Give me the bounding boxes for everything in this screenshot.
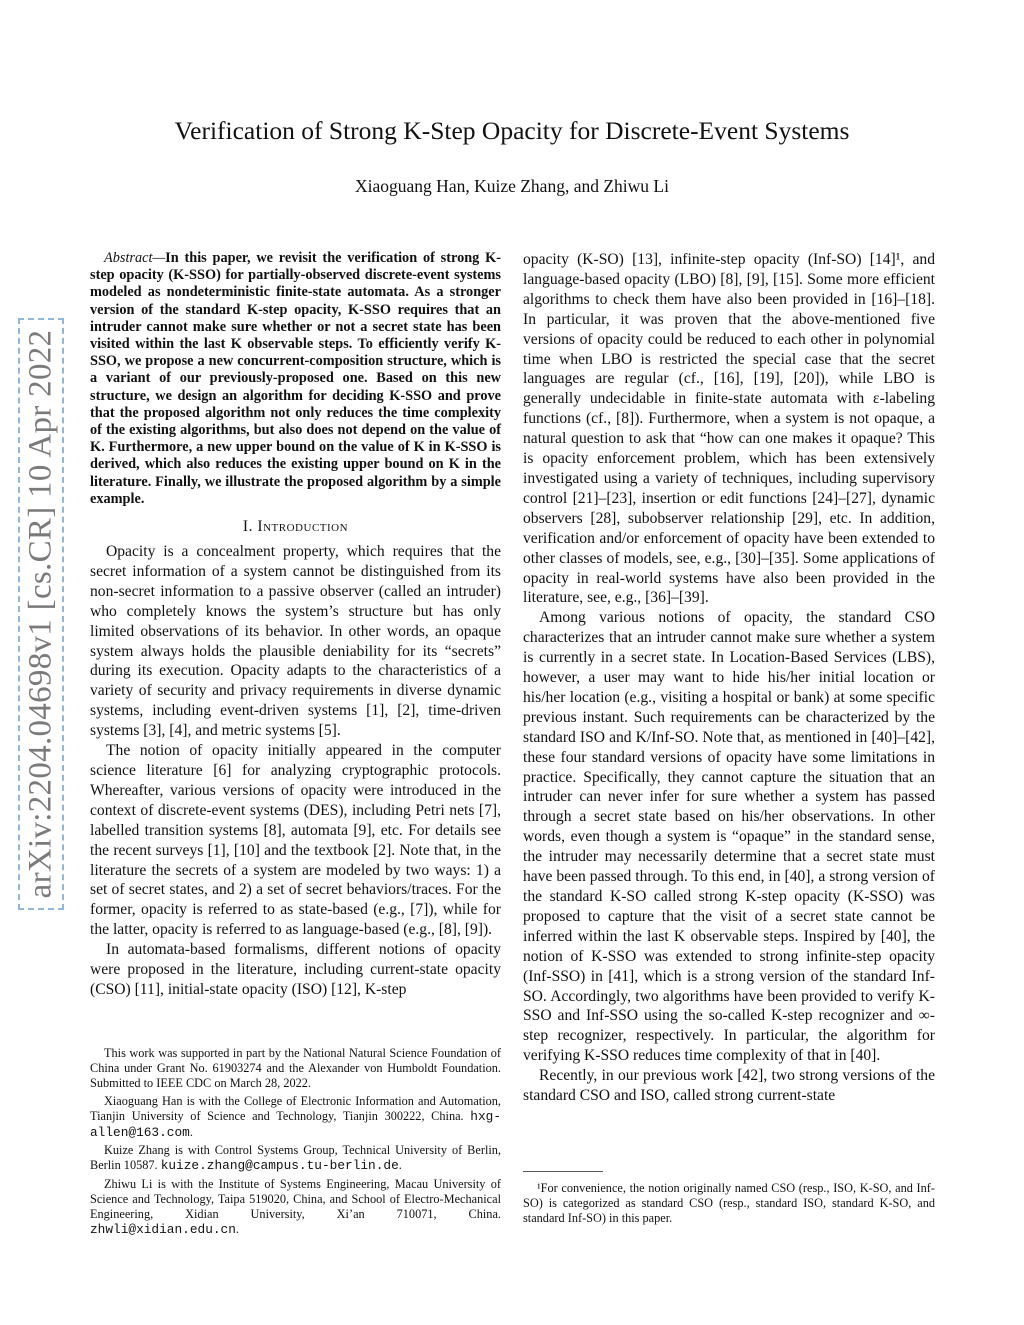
paragraph: Opacity is a concealment property, which requires that the secret information of a system cannot be distinguished from its non-secret information to a passive observer (called an intruder) who completely knows the system’s structure but has only limited observations of its behavior. In other words, an opaque system always holds the plausible deniability for its “secrets” during its execution. Opacity adapts to the characteristics of a variety of security and privacy requirements in diverse dynamic systems, including event-driven systems [1], [2], time-driven systems [3], [4], and metric systems [5]. xyxy=(90,543,501,740)
paragraph: Recently, in our previous work [42], two strong versions of the standard CSO and ISO, called strong current-state xyxy=(523,1067,935,1105)
funding-note: This work was supported in part by the National Natural Science Foundation of China under Grant No. 61903274 and the Alexander von Humboldt Foundation. Submitted to IEEE CDC on March 28, 2022. xyxy=(90,1046,501,1090)
left-column xyxy=(90,250,501,1000)
email-link[interactable]: zhwli@xidian.edu.cn xyxy=(90,1221,236,1237)
author-footnotes xyxy=(90,1046,501,1241)
footnote-divider xyxy=(523,1171,603,1172)
affiliation-note: Zhiwu Li is with the Institute of Systems Engineering, Macau University of Science and Technology, Taipa 519020, China, and School of Electro-Mechanical Engineering, Xidian University, Xi’an 710071, China. zhwli@xidian.edu.cn. xyxy=(90,1177,501,1237)
paper-title: Verification of Strong K-Step Opacity for Discrete-Event Systems xyxy=(174,116,850,145)
abstract-label: Abstract xyxy=(104,250,153,266)
affiliation-note: Kuize Zhang is with Control Systems Group, Technical University of Berlin, Berlin 10587. kuize.zhang@campus.tu-berlin.de. xyxy=(90,1143,501,1174)
section-heading-introduction: I. Introduction xyxy=(242,518,349,536)
paragraph: The notion of opacity initially appeared in the computer science literature [6] for analyzing cryptographic protocols. Whereafter, various versions of opacity were introduced in the context of discrete-event systems (DES), including Petri nets [7], labelled transition systems [8], automata [9], etc. For details see the recent surveys [1], [10] and the textbook [2]. Note that, in the literature the secrets of a system are modeled by two ways: 1) a set of secret states, and 2) a set of secret behaviors/traces. For the former, opacity is referred to as state-based (e.g., [7]), while for the latter, opacity is referred to as language-based (e.g., [8], [9]). xyxy=(90,742,501,939)
paragraph: opacity (K-SO) [13], infinite-step opacity (Inf-SO) [14]¹, and language-based opacity (LBO) [8], [9], [15]. Some more efficient algorithms to check them have also been provided in [16]–[18]. In particular, it was proven that the above-mentioned five versions of opacity could be reduced to each other in polynomial time when LBO is restricted the special case that the secret languages are regular (cf., [16], [19], [20]), while LBO is generally undecidable in finite-state automata with ε-labeling functions (cf., [8]). Furthermore, when a system is not opaque, a natural question to ask that “how can one makes it opaque? This is opacity enforcement problem, which has been extensively investigated using a variety of techniques, including supervisory control [21]–[23], insertion or edit functions [24]–[27], dynamic observers [28], subobserver relationship [29], etc. In addition, verification and/or enforcement of opacity have been extended to other classes of models, see, e.g., [30]–[35]. Some applications of opacity in real-world systems have also been provided in the literature, see, e.g., [36]–[39]. xyxy=(523,251,935,607)
email-link[interactable]: kuize.zhang@campus.tu-berlin.de xyxy=(160,1158,399,1174)
right-column xyxy=(523,250,935,1106)
abstract: Abstract—In this paper, we revisit the verification of strong K-step opacity (K-SSO) for partially-observed discrete-event systems modeled as nondeterministic finite-state automata. As a stronger version of the standard K-step opacity, K-SSO requires that an intruder cannot make sure whether or not a secret state has been visited within the last K observable steps. To efficiently verify K-SSO, we propose a new concurrent-composition structure, which is a variant of our previously-proposed one. Based on this new structure, we design an algorithm for deciding K-SSO and prove that the proposed algorithm not only reduces the time complexity of the existing algorithms, but also does not depend on the value of K. Furthermore, a new upper bound on the value of K in K-SSO is derived, which also reduces the existing upper bound on K in the literature. Finally, we illustrate the proposed algorithm by a simple example. xyxy=(90,250,501,507)
arxiv-identifier-stamp xyxy=(18,318,64,910)
footnote-1 xyxy=(523,1181,935,1226)
paragraph: Among various notions of opacity, the standard CSO characterizes that an intruder cannot make sure whether a system is currently in a secret state. In Location-Based Services (LBS), however, a user may want to hide his/her initial location or his/her location (e.g., visiting a hospital or bank) at some specific previous instant. Such requirements can be characterized by the standard ISO and K/Inf-SO. Note that, as mentioned in [40]–[42], these four standard versions of opacity have some limitations in practice. Specifically, they cannot capture the situation that an intruder can never infer for sure whether a system has passed through a secret state based on his/her observations. In other words, even though a system is “opaque” in the standard sense, the intruder may necessarily determine that a secret state must have been passed through. To this end, in [40], a strong version of the standard K-SO called strong K-step opacity (K-SSO) was proposed to capture that the visit of a secret state cannot be inferred within the last K observable steps. Inspired by [40], the notion of K-SSO was extended to strong infinite-step opacity (Inf-SSO) in [41], which is a strong version of the standard Inf-SO. Accordingly, two algorithms have been provided to verify K-SSO and Inf-SSO using the so-called K-step recognizer and ∞-step recognizer, respectively. In particular, the algorithm for verifying K-SSO reduces time complexity of that in [40]. xyxy=(523,609,935,1065)
affiliation-note: Xiaoguang Han is with the College of Electronic Information and Automation, Tianjin University of Science and Technology, Tianjin 300222, China. hxg-allen@163.com. xyxy=(90,1093,501,1140)
arxiv-id: arXiv:2204.04698v1 [cs.CR] 10 Apr 2022 xyxy=(22,329,59,899)
paragraph: In automata-based formalisms, different notions of opacity were proposed in the literature, including current-state opacity (CSO) [11], initial-state opacity (ISO) [12], K-step xyxy=(90,941,501,998)
section-title: Introduction xyxy=(257,518,349,536)
footnote-text: ¹For convenience, the notion originally named CSO (resp., ISO, K-SO, and Inf-SO) is categorized as standard CSO (resp., standard ISO, standard K-SO, and standard Inf-SO) in this paper. xyxy=(523,1181,935,1225)
abstract-text: In this paper, we revisit the verification of strong K-step opacity (K-SSO) for partially-observed discrete-event systems modeled as nondeterministic finite-state automata. As a stronger version of the standard K-step opacity, K-SSO requires that an intruder cannot make sure whether or not a secret state has been visited within the last K observable steps. To efficiently verify K-SSO, we propose a new concurrent-composition structure, which is a variant of our previously-proposed one. Based on this new structure, we design an algorithm for deciding K-SSO and prove that the proposed algorithm not only reduces the time complexity of the existing algorithms, but also does not depend on the value of K. Furthermore, a new upper bound on the value of K in K-SSO is derived, which also reduces the existing upper bound on K in the literature. Finally, we illustrate the proposed algorithm by a simple example. xyxy=(90,250,501,507)
email-link[interactable]: hxg-allen@163.com xyxy=(90,1108,501,1140)
author-list: Xiaoguang Han, Kuize Zhang, and Zhiwu Li xyxy=(355,176,669,196)
